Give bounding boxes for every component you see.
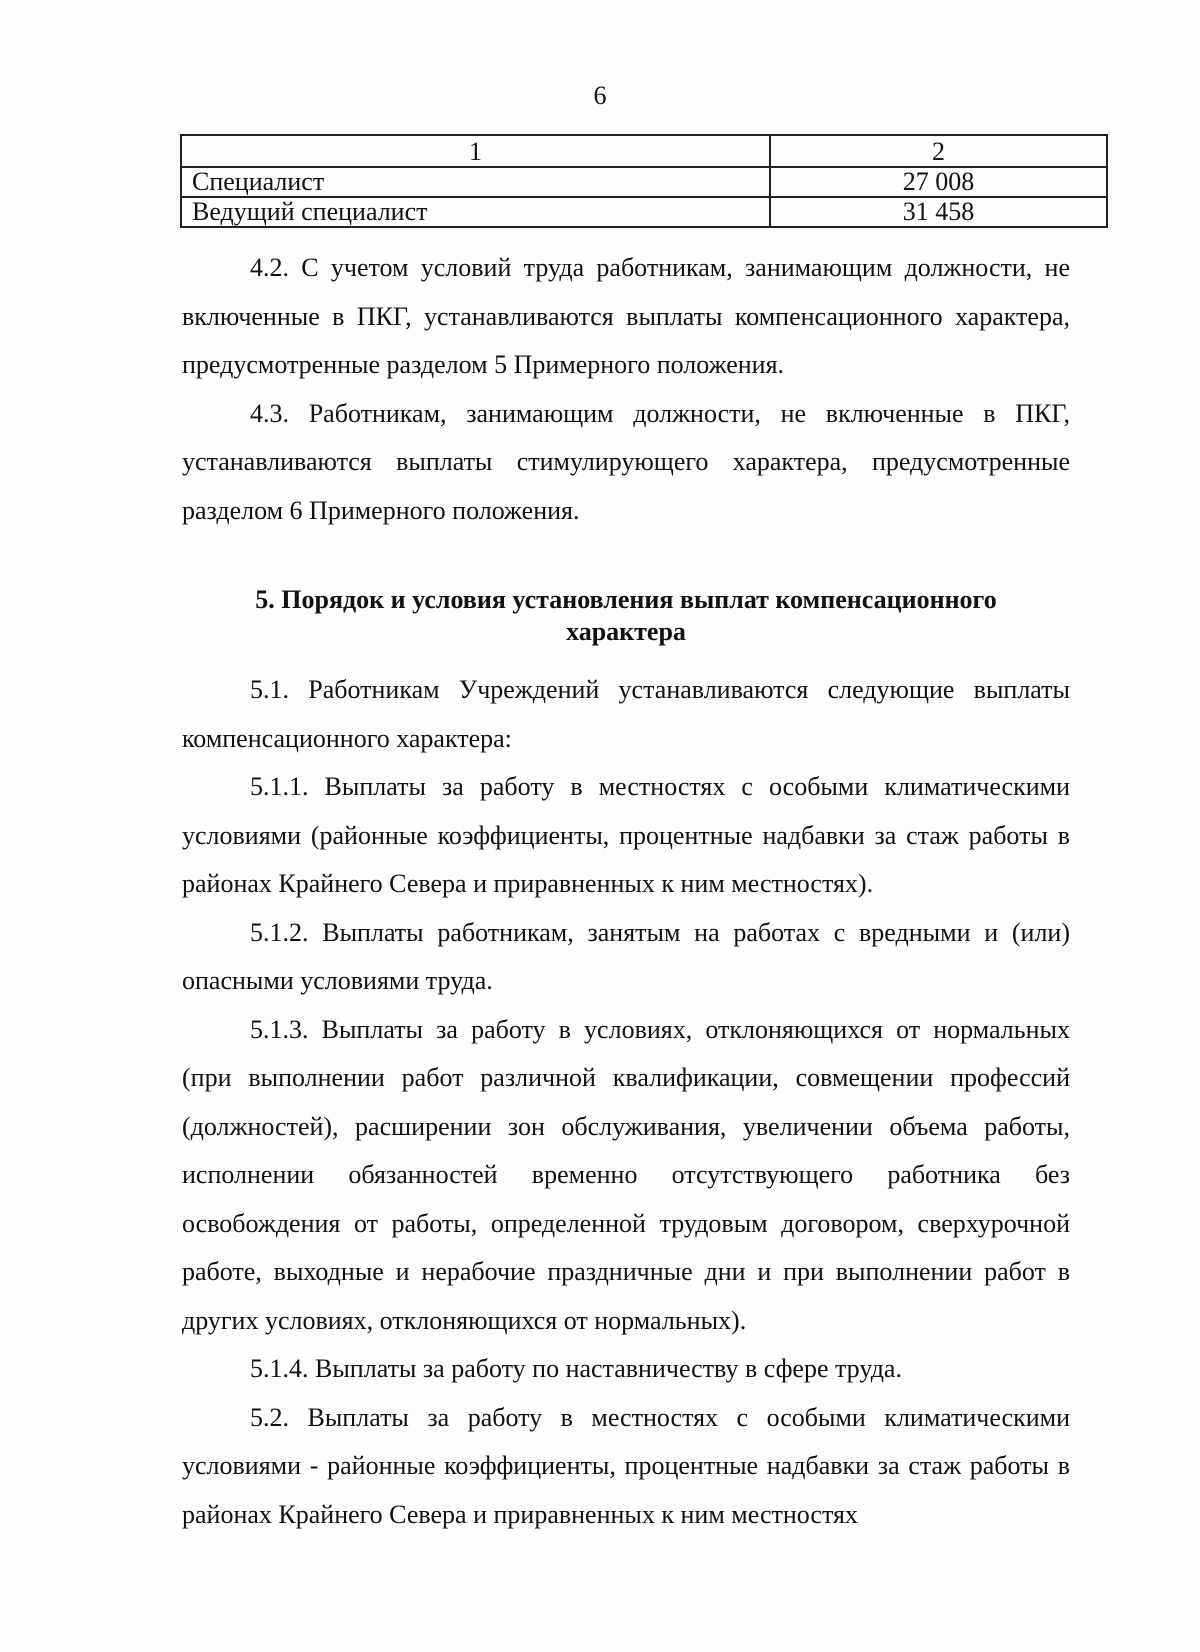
table-header-cell: 1 xyxy=(181,135,770,167)
table-header-row xyxy=(181,135,1107,167)
paragraph: 5.1.1. Выплаты за работу в местностях с особыми климатическими условиями (районные коэффициенты, процентные надбавки за стаж работы в районах Крайнего Севера и приравненных к ним местностях). xyxy=(182,772,1070,898)
paragraph: 4.2. С учетом условий труда работникам, занимающим должности, не включенные в ПКГ, устанавливаются выплаты компенсационного характера, предусмотренные разделом 5 Примерного положения. xyxy=(182,253,1070,379)
position-cell: Специалист xyxy=(181,167,770,197)
table-header-cell: 2 xyxy=(770,135,1107,167)
paragraph: 5.2. Выплаты за работу в местностях с особыми климатическими условиями - районные коэффициенты, процентные надбавки за стаж работы в районах Крайнего Севера и приравненных к ним местностях xyxy=(182,1402,1070,1529)
section-heading-line: характера xyxy=(566,617,686,646)
section-heading-line: 5. Порядок и условия установления выплат компенсационного xyxy=(255,585,997,614)
section-heading xyxy=(182,584,1070,648)
salary-cell: 31 458 xyxy=(770,197,1107,227)
salary-table xyxy=(180,134,1108,228)
body-text-before-heading xyxy=(182,244,1070,535)
position-cell: Ведущий специалист xyxy=(181,197,770,227)
page-number: 6 xyxy=(593,81,607,110)
paragraph: 5.1.2. Выплаты работникам, занятым на работах с вредными и (или) опасными условиями труда. xyxy=(182,917,1070,995)
body-text-after-heading xyxy=(182,666,1070,1539)
table-row xyxy=(181,167,1107,197)
table-row xyxy=(181,197,1107,227)
paragraph: 5.1.3. Выплаты за работу в условиях, отклоняющихся от нормальных (при выполнении работ различной квалификации, совмещении профессий (должностей), расширении зон обслуживания, увеличении объема работы, исполнении обязанностей временно отсутствующего работника без освобождения от работы, определенной трудовым договором, сверхурочной работе, выходные и нерабочие праздничные дни и при выполнении работ в других условиях, отклоняющихся от нормальных). xyxy=(182,1014,1070,1335)
paragraph: 5.1. Работникам Учреждений устанавливаются следующие выплаты компенсационного характера: xyxy=(182,675,1070,753)
paragraph: 5.1.4. Выплаты за работу по наставничеству в сфере труда. xyxy=(250,1354,902,1383)
salary-cell: 27 008 xyxy=(770,167,1107,197)
paragraph: 4.3. Работникам, занимающим должности, не включенные в ПКГ, устанавливаются выплаты стимулирующего характера, предусмотренные разделом 6 Примерного положения. xyxy=(182,398,1070,525)
